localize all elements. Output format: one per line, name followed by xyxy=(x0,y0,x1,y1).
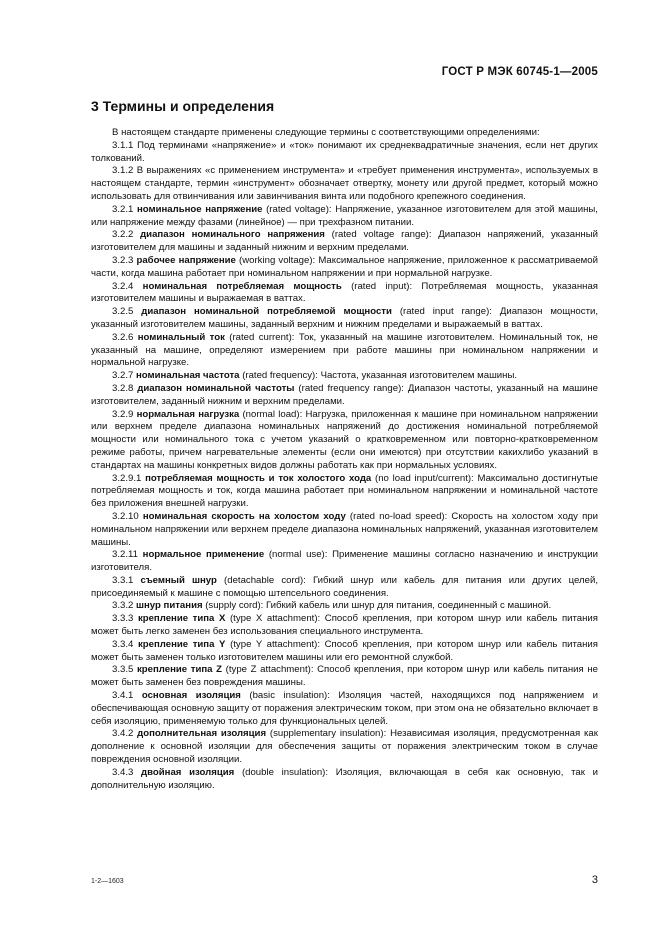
clause-number: 3.3.4 xyxy=(112,638,138,650)
definition-text: (rated current): Ток, указанный на машине изготовителем. Номинальный ток, не указанный на машине, определяют измерением при работе машины при номинальном напряжении и нормальной нагрузке. xyxy=(91,331,598,369)
standard-code-header: ГОСТ Р МЭК 60745-1—2005 xyxy=(441,66,598,78)
definition-paragraph xyxy=(91,613,598,639)
section-title: 3 Термины и определения xyxy=(91,98,275,114)
term-name: съемный шнур xyxy=(140,574,217,586)
term-name: диапазон номинальной частоты xyxy=(137,382,295,394)
clause-number: 3.3.1 xyxy=(112,574,141,586)
definition-paragraph xyxy=(91,165,598,203)
definition-paragraph xyxy=(91,728,598,766)
term-name: двойная изоляция xyxy=(141,766,235,778)
definition-text: (rated frequency range): Диапазон частоты, указанный на машине изготовителем, заданный нижним и верхним пределами. xyxy=(91,382,598,407)
definition-text: (rated input range): Диапазон мощности, указанный изготовителем машины, заданный верхним и нижним пределами и выражаемый в ваттах. xyxy=(91,306,598,330)
definition-text: В выражениях «с применением инструмента» и «требует применения инструмента», используемых в настоящем стандарте, термин «инструмент» обозначает отвертку, монету или другой предмет, который можно использовать для отвинчивания или завинчивания винта или подобного крепежного соединения. xyxy=(91,165,598,202)
definition-paragraph xyxy=(91,306,598,332)
definition-paragraph xyxy=(91,664,598,690)
term-name: номинальная скорость на холостом ходу xyxy=(142,510,346,522)
definition-text: (double insulation): Изоляция, включающая в себя как основную, так и дополнительную изоляцию. xyxy=(91,766,598,791)
clause-number: 3.3.2 xyxy=(112,600,137,612)
definition-text: (basic insulation): Изоляция частей, находящихся под напряжением и обеспечивающая основную защиту от поражения электрическим током, при этом она не обязательно включает в себя изоляцию, применяемую только для функциональных целей. xyxy=(91,690,598,727)
term-name: крепление типа X xyxy=(137,613,226,625)
definition-paragraph xyxy=(91,229,598,255)
clause-number: 3.2.5 xyxy=(112,306,142,318)
term-name: номинальная потребляемая мощность xyxy=(142,280,342,292)
definition-paragraph xyxy=(91,140,598,166)
footer-print-code: 1-2—1603 xyxy=(91,878,124,885)
definition-paragraph xyxy=(91,204,598,230)
definition-text: (rated input): Потребляемая мощность, указанная изготовителем машины и выражаемая в ваттах. xyxy=(91,280,598,305)
definition-paragraph xyxy=(91,511,598,549)
definition-paragraph xyxy=(91,255,598,281)
definition-text: Под терминами «напряжение» и «ток» понимают их среднеквадратичные значения, если нет других толкований. xyxy=(91,139,598,164)
clause-number: 3.2.1 xyxy=(112,203,137,215)
term-name: шнур питания xyxy=(136,600,203,612)
definition-paragraph xyxy=(91,127,598,140)
definition-text: (rated voltage): Напряжение, указанное изготовителем для этой машины, или напряжение между фазами (линейное) — при трехфазном питании. xyxy=(91,203,598,228)
clause-number: 3.2.4 xyxy=(112,280,143,292)
page-number: 3 xyxy=(591,874,598,886)
clause-number: 3.3.5 xyxy=(112,664,137,676)
definition-paragraph xyxy=(91,600,598,613)
clause-number: 3.4.3 xyxy=(112,766,142,778)
definition-text: (supply cord): Гибкий кабель или шнур для питания, соединенный с машиной. xyxy=(202,600,552,612)
clause-number: 3.1.1 xyxy=(112,139,138,151)
definition-paragraph xyxy=(91,639,598,665)
term-name: номинальная частота xyxy=(136,370,240,382)
clause-number: 3.2.8 xyxy=(112,382,138,394)
definition-text: (type X attachment): Способ крепления, при котором шнур или кабель питания может быть легко заменен без использования специального инструмента. xyxy=(91,613,598,638)
clause-number: 3.2.3 xyxy=(112,254,137,266)
clause-number: 3.2.2 xyxy=(112,229,141,241)
definition-text: (supplementary insulation): Независимая изоляция, предусмотренная как дополнение к основной изоляции для обеспечения защиты от поражения электрическим током в случае повреждения основной изоляции. xyxy=(91,728,598,766)
clause-number: 3.3.3 xyxy=(112,613,138,625)
clause-number: 3.2.11 xyxy=(112,549,143,561)
definition-text: (rated frequency): Частота, указанная изготовителем машины. xyxy=(239,370,518,382)
term-name: рабочее напряжение xyxy=(136,254,236,266)
definition-text: (normal load): Нагрузка, приложенная к машине при номинальном напряжении или верхнем пределе диапазона номинальных напряжений до достижения номинальной потребляемой мощности или номинального тока с учетом указаний о кратковременном или повторно-кратковременном режиме работы, причем нагревательные элементы (если они имеются) при отсутствии какихлибо указаний в стандартах на машины конкретных видов должны работать как при нормальных условиях. xyxy=(91,408,598,471)
definition-paragraph xyxy=(91,281,598,307)
definition-text: (rated no-load speed): Скорость на холостом ходу при номинальном напряжении или верхнем пределе диапазона номинальных напряжений, указанная изготовителем машины. xyxy=(91,510,598,548)
definition-paragraph xyxy=(91,332,598,370)
definition-paragraph xyxy=(91,549,598,575)
definition-paragraph xyxy=(91,370,598,383)
definition-paragraph xyxy=(91,690,598,728)
definition-text: (rated voltage range): Диапазон напряжений, указанный изготовителем для машины и заданный нижним и верхним пределами. xyxy=(91,229,598,254)
term-name: диапазон номинальной потребляемой мощности xyxy=(141,306,392,318)
definition-text: (type Z attachment): Способ крепления, при котором шнур или кабель питания не может быть заменен без повреждения машины. xyxy=(91,664,598,689)
term-name: номинальное напряжение xyxy=(136,203,263,215)
term-name: номинальный ток xyxy=(137,331,225,343)
clause-number: 3.2.9.1 xyxy=(112,472,146,484)
definition-text: (working voltage): Максимальное напряжение, приложенное к рассматриваемой части, когда машина работает при номинальном напряжении и при нормальной нагрузке. xyxy=(91,254,598,279)
term-name: диапазон номинального напряжения xyxy=(140,229,325,241)
definition-paragraph xyxy=(91,383,598,409)
definition-paragraph xyxy=(91,473,598,511)
clause-number: 3.2.7 xyxy=(112,370,137,382)
term-name: крепление типа Z xyxy=(137,664,223,676)
definition-paragraph xyxy=(91,767,598,793)
clause-number: 3.1.2 xyxy=(112,165,137,177)
term-name: крепление типа Y xyxy=(137,638,226,650)
clause-number: 3.4.1 xyxy=(112,690,142,702)
definition-text: (normal use): Применение машины согласно назначению и инструкции изготовителя. xyxy=(91,549,598,574)
definition-paragraph xyxy=(91,409,598,473)
definition-text: (detachable cord): Гибкий шнур или кабель для питания или других целей, присоединяемый к машине с помощью штепсельного соединения. xyxy=(91,574,598,599)
term-name: нормальная нагрузка xyxy=(136,408,240,420)
clause-number: 3.2.10 xyxy=(112,510,143,522)
definition-paragraph xyxy=(91,575,598,601)
definition-text: (type Y attachment): Способ крепления, при котором шнур или кабель питания может быть заменен только изготовителем машины или его ремонтной службой. xyxy=(91,638,598,663)
term-name: нормальное применение xyxy=(142,549,265,561)
term-name: потребляемая мощность и ток холостого хода xyxy=(145,472,372,484)
clause-number: 3.2.9 xyxy=(112,408,137,420)
definition-text: В настоящем стандарте применены следующие термины с соответствующими определениями: xyxy=(112,127,540,138)
definition-text: (no load input/current): Максимально достигнутые потребляемая мощность и ток, когда машина работает при номинальном напряжении и номинальной частоте без приложения внешней нагрузки. xyxy=(91,472,598,510)
clause-number: 3.4.2 xyxy=(112,728,138,740)
clause-number: 3.2.6 xyxy=(112,331,138,343)
term-name: дополнительная изоляция xyxy=(137,728,267,740)
document-body xyxy=(91,127,598,792)
term-name: основная изоляция xyxy=(141,690,241,702)
